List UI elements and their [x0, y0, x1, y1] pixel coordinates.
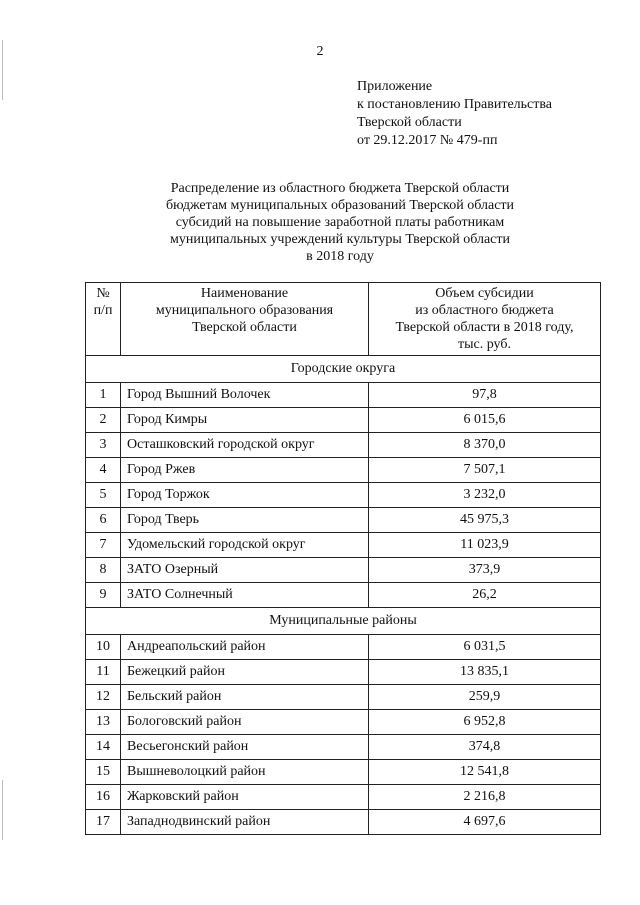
row-value: 8 370,0 [369, 433, 601, 458]
header-name [121, 283, 369, 356]
header-number [86, 283, 121, 356]
appendix-block [357, 78, 552, 150]
header-text: муниципального образования [155, 303, 334, 318]
appendix-line: Тверской области [357, 115, 462, 130]
row-name: Город Кимры [121, 408, 369, 433]
row-name: Город Вышний Волочек [121, 383, 369, 408]
scan-edge-mark-bottom [2, 780, 3, 840]
row-number: 13 [86, 710, 121, 735]
row-name: Удомельский городской округ [121, 533, 369, 558]
row-number: 5 [86, 483, 121, 508]
table-row [86, 583, 601, 608]
row-value: 4 697,6 [369, 810, 601, 835]
row-number: 12 [86, 685, 121, 710]
row-name: Вышневолоцкий район [121, 760, 369, 785]
table-row [86, 660, 601, 685]
title-line: в 2018 году [306, 249, 374, 264]
row-name: Бологовский район [121, 710, 369, 735]
row-number: 3 [86, 433, 121, 458]
row-name: Бельский район [121, 685, 369, 710]
table-row [86, 508, 601, 533]
row-number: 6 [86, 508, 121, 533]
table-row [86, 458, 601, 483]
row-number: 4 [86, 458, 121, 483]
row-number: 2 [86, 408, 121, 433]
row-number: 15 [86, 760, 121, 785]
table-row [86, 785, 601, 810]
row-number: 14 [86, 735, 121, 760]
row-value: 11 023,9 [369, 533, 601, 558]
title-line: Распределение из областного бюджета Тверской области [170, 181, 510, 196]
title-line: муниципальных учреждений культуры Тверской области [169, 232, 511, 247]
header-text: из областного бюджета [415, 303, 554, 318]
row-number: 17 [86, 810, 121, 835]
row-name: Западнодвинский район [121, 810, 369, 835]
title-line: субсидий на повышение заработной платы работникам [175, 215, 505, 230]
document-title [120, 180, 560, 265]
header-text: Тверской области [192, 320, 297, 335]
header-text: тыс. руб. [458, 337, 511, 352]
page-number: 2 [316, 44, 324, 59]
row-name: Город Торжок [121, 483, 369, 508]
row-number: 10 [86, 635, 121, 660]
table-row [86, 710, 601, 735]
appendix-line: от 29.12.2017 № 479-пп [357, 133, 498, 148]
row-value: 6 031,5 [369, 635, 601, 660]
header-text: Объем субсидии [435, 286, 534, 301]
row-name: Весьегонский район [121, 735, 369, 760]
row-value: 97,8 [369, 383, 601, 408]
row-value: 2 216,8 [369, 785, 601, 810]
row-value: 13 835,1 [369, 660, 601, 685]
row-value: 12 541,8 [369, 760, 601, 785]
row-value: 45 975,3 [369, 508, 601, 533]
table-row [86, 433, 601, 458]
row-number: 7 [86, 533, 121, 558]
row-number: 8 [86, 558, 121, 583]
row-value: 6 952,8 [369, 710, 601, 735]
row-value: 26,2 [369, 583, 601, 608]
row-value: 6 015,6 [369, 408, 601, 433]
row-number: 1 [86, 383, 121, 408]
table-header-row [86, 283, 601, 356]
title-line: бюджетам муниципальных образований Тверской области [165, 198, 515, 213]
row-name: ЗАТО Озерный [121, 558, 369, 583]
row-name: Андреапольский район [121, 635, 369, 660]
row-number: 16 [86, 785, 121, 810]
table-row [86, 408, 601, 433]
header-text: Тверской области в 2018 году, [395, 320, 574, 335]
row-value: 374,8 [369, 735, 601, 760]
row-name: Город Тверь [121, 508, 369, 533]
section-label: Городские округа [86, 356, 601, 383]
row-number: 9 [86, 583, 121, 608]
section-row-urban [86, 356, 601, 383]
table-row [86, 383, 601, 408]
row-name: Осташковский городской округ [121, 433, 369, 458]
row-number: 11 [86, 660, 121, 685]
header-text: № [96, 286, 110, 301]
header-text: Наименование [200, 286, 289, 301]
table-row [86, 810, 601, 835]
section-label: Муниципальные районы [86, 608, 601, 635]
appendix-line: Приложение [357, 79, 433, 94]
header-value [369, 283, 601, 356]
row-name: Бежецкий район [121, 660, 369, 685]
table-row [86, 760, 601, 785]
subsidy-table [85, 282, 601, 835]
row-name: Жарковский район [121, 785, 369, 810]
row-name: Город Ржев [121, 458, 369, 483]
row-value: 259,9 [369, 685, 601, 710]
table-row [86, 483, 601, 508]
table-row [86, 735, 601, 760]
table-row [86, 533, 601, 558]
row-name: ЗАТО Солнечный [121, 583, 369, 608]
table-row [86, 558, 601, 583]
row-value: 7 507,1 [369, 458, 601, 483]
table-row [86, 635, 601, 660]
row-value: 373,9 [369, 558, 601, 583]
header-text: п/п [93, 303, 113, 318]
section-row-districts [86, 608, 601, 635]
appendix-line: к постановлению Правительства [357, 97, 553, 112]
row-value: 3 232,0 [369, 483, 601, 508]
table-row [86, 685, 601, 710]
